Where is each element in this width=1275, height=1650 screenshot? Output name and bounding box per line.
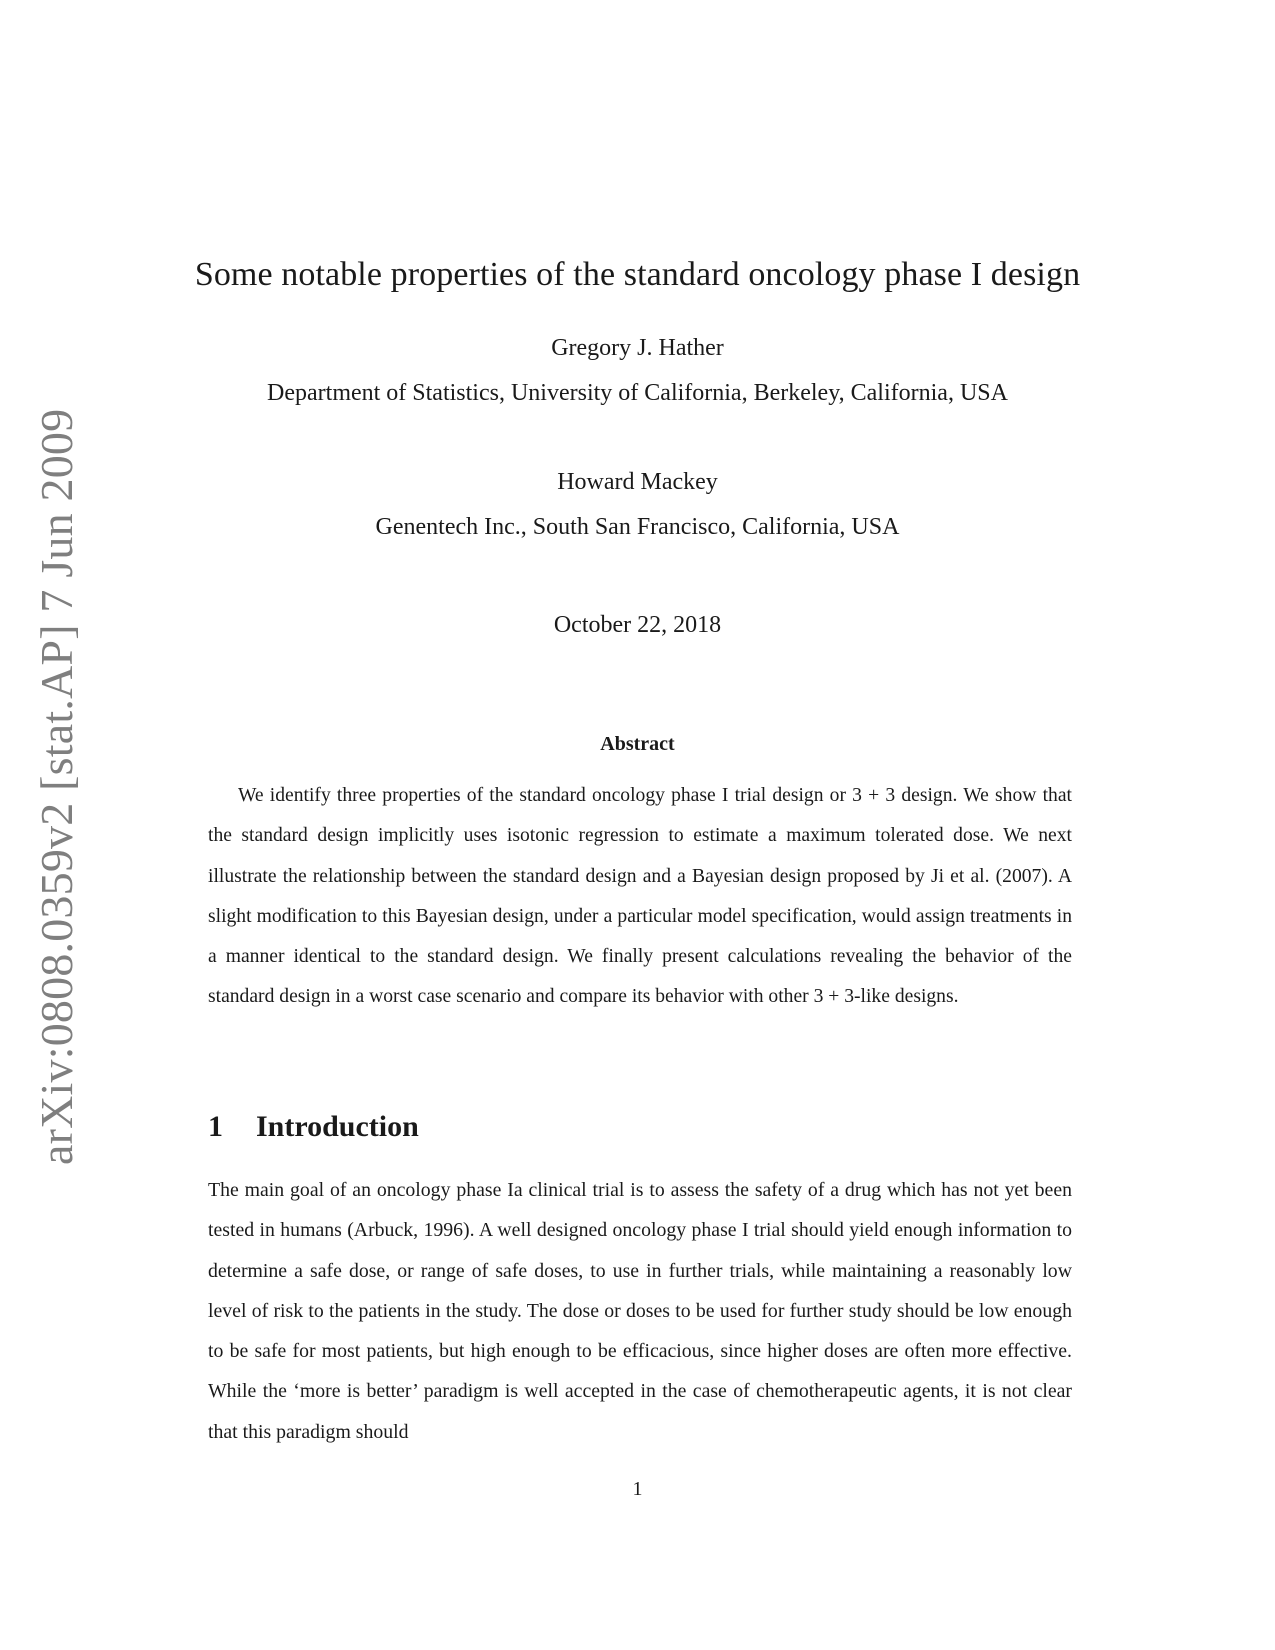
section-title: Introduction [256, 1110, 419, 1143]
author-affiliation: Department of Statistics, University of California, Berkeley, California, USA [267, 380, 1008, 406]
section-number: 1 [208, 1110, 223, 1143]
page-number: 1 [632, 1478, 643, 1500]
author-name: Gregory J. Hather [551, 335, 724, 361]
author-name: Howard Mackey [557, 469, 718, 495]
abstract-heading: Abstract [600, 733, 675, 755]
section-heading [208, 1110, 419, 1144]
paper-title: Some notable properties of the standard oncology phase I design [194, 256, 1081, 293]
arxiv-stamp: arXiv:0808.0359v2 [stat.AP] 7 Jun 2009 [31, 408, 82, 1165]
paper-date: October 22, 2018 [553, 612, 722, 638]
author-affiliation: Genentech Inc., South San Francisco, California, USA [375, 514, 900, 540]
abstract-body: We identify three properties of the standard oncology phase I trial design or 3 + 3 design. We show that the standard design implicitly uses isotonic regression to estimate a maximum tolerated dose. We next illustrate the relationship between the standard design and a Bayesian design proposed by Ji et al. (2007). A slight modification to this Bayesian design, under a particular model specification, would assign treatments in a manner identical to the standard design. We finally present calculations revealing the behavior of the standard design in a worst case scenario and compare its behavior with other 3 + 3-like designs. [208, 785, 1072, 1008]
section-body: The main goal of an oncology phase Ia clinical trial is to assess the safety of a drug which has not yet been tested in humans (Arbuck, 1996). A well designed oncology phase I trial should yield enough information to determine a safe dose, or range of safe doses, to use in further trials, while maintaining a reasonably low level of risk to the patients in the study. The dose or doses to be used for further study should be low enough to be safe for most patients, but high enough to be efficacious, since higher doses are often more effective. While the ‘more is better’ paradigm is well accepted in the case of chemotherapeutic agents, it is not clear that this paradigm should [208, 1179, 1072, 1443]
